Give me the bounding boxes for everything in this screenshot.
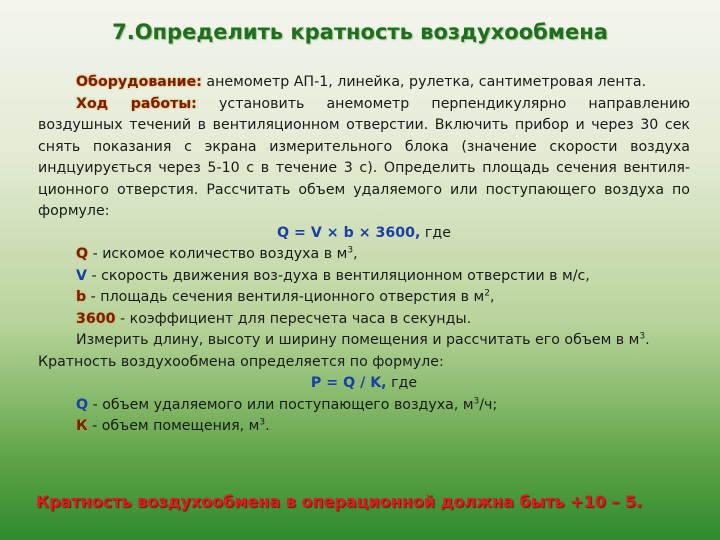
measure-sup: 3 xyxy=(639,331,646,342)
procedure-paragraph xyxy=(38,94,690,223)
definition-row xyxy=(38,266,690,288)
definition-row xyxy=(38,416,690,438)
definition-tail: . xyxy=(265,418,270,434)
definition-row xyxy=(38,287,690,309)
formula-1-expr: Q = V × b × 3600, xyxy=(277,224,421,241)
definition-text: - искомое количество воздуха в м xyxy=(88,246,348,262)
main-content xyxy=(38,72,690,438)
procedure-label: Ход работы: xyxy=(76,95,197,112)
measure-paragraph xyxy=(38,330,690,352)
definition-text: - объем удаляемого или поступающего воздуха, м xyxy=(88,396,474,413)
definition-sup: 3 xyxy=(473,395,480,406)
definition-symbol: Q xyxy=(76,396,89,413)
definition-text: - скорость движения воз-духа в вентиляционном отверстии в м/с, xyxy=(86,267,590,284)
definition-symbol: Q xyxy=(76,246,89,262)
formula-2 xyxy=(38,373,690,395)
procedure-text: установить анемометр перпендикулярно направлению воздушных течений в вентиляционном отверстии. Включить прибор и через 30 сек снять показания с экрана измерительного блока (значение скорости воздуха индцуирується через 5-10 с в течение 3 с). Определить площадь сечения вентиля-ционного отверстия. Рассчитать объем удаляемого или поступающего воздуха по формуле: xyxy=(38,95,690,219)
definition-text: - коэффициент для пересчета часа в секунды. xyxy=(115,310,472,327)
definition-tail: , xyxy=(489,289,495,305)
definition-row xyxy=(38,244,690,266)
definition-sup: 3 xyxy=(347,245,354,256)
rate-paragraph: Кратность воздухообмена определяется по формуле: xyxy=(38,353,444,370)
definition-symbol: b xyxy=(76,289,87,305)
definition-row xyxy=(38,309,690,331)
measure-text: Измерить длину, высоту и ширину помещения и рассчитать его объем в м xyxy=(76,332,640,348)
equipment-label: Оборудование: xyxy=(76,74,202,90)
formula-2-suffix: где xyxy=(386,375,418,391)
page-title: 7.Определить кратность воздухообмена xyxy=(112,20,608,44)
definition-text: - площадь сечения вентиля-ционного отверстия в м xyxy=(86,289,485,305)
definition-text: - объем помещения, м xyxy=(87,418,260,434)
definition-tail: /ч; xyxy=(479,396,498,413)
definition-row xyxy=(38,395,690,417)
definition-symbol: 3600 xyxy=(76,310,116,327)
definition-symbol: V xyxy=(76,267,87,284)
definition-symbol: К xyxy=(76,418,88,434)
formula-1-suffix: где xyxy=(420,224,451,241)
equipment-paragraph xyxy=(38,72,690,94)
formula-1 xyxy=(38,223,690,245)
definition-sup: 3 xyxy=(259,417,266,428)
equipment-text: анемометр АП-1, линейка, рулетка, сантиметровая лента. xyxy=(201,74,647,90)
definition-sup: 2 xyxy=(484,288,490,299)
definition-tail: , xyxy=(353,246,358,262)
formula-2-expr: P = Q / K, xyxy=(310,375,387,391)
final-note: Кратность воздухообмена в операционной должна быть +10 – 5. xyxy=(36,492,643,511)
measure-tail: . xyxy=(645,332,650,348)
